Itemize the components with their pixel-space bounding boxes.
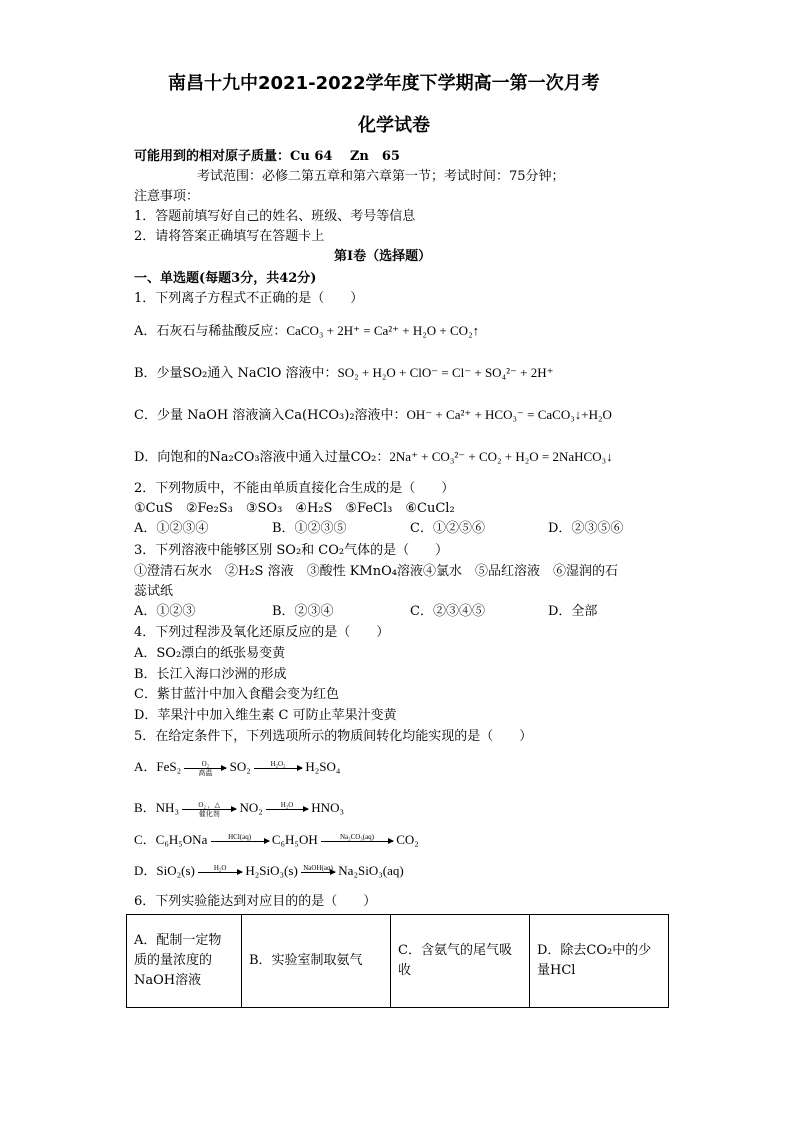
- q5-option-d-middle: H₂SiO₃(s): [245, 863, 298, 878]
- q1-option-d: [134, 448, 613, 467]
- q5-option-d-end: Na₂SiO₃(aq): [338, 863, 404, 878]
- q3-option-c: C．②③④⑤: [410, 604, 485, 619]
- q5-option-b-arrow-1-condition: O₂ ，△: [198, 800, 221, 809]
- q5-option-c-end: CO₂: [396, 832, 419, 847]
- q5-option-c-start: C．C₆H₅ONa: [134, 832, 208, 847]
- q3-items-continued: 蕊试纸: [134, 584, 174, 599]
- q2-option-d: D．②③⑤⑥: [548, 521, 624, 536]
- q5-option-b-arrow-2: [266, 801, 308, 818]
- q5-option-a-end: H₂SO₄: [305, 759, 341, 774]
- q1-option-a-equation: CaCO₃ + 2H⁺ = Ca²⁺ + H₂O + CO₂↑: [286, 323, 480, 338]
- q6-option-c: C．含氨气的尾气吸收: [391, 915, 530, 1008]
- q6-option-b: B．实验室制取氨气: [242, 915, 391, 1008]
- q5-option-b-arrow-1-subcondition: 催化剂: [198, 809, 220, 818]
- notice-item-2: 2．请将答案正确填写在答题卡上: [134, 229, 325, 244]
- q5-option-c-middle: C₆H₅OH: [271, 832, 318, 847]
- q1-option-c-label: C．少量 NaOH 溶液滴入Ca(HCO₃)₂溶液中：: [134, 408, 407, 423]
- q5-option-a-start: A．FeS₂: [134, 759, 182, 774]
- notice-title: 注意事项：: [134, 189, 200, 204]
- exam-subtitle: 化学试卷: [358, 115, 430, 136]
- q5-option-a: [134, 758, 340, 777]
- q5-option-c-arrow-2-condition: Na₂CO₃(aq): [339, 832, 375, 841]
- notice-item-1: 1．答题前填写好自己的姓名、班级、考号等信息: [134, 209, 416, 224]
- q4-stem: 4．下列过程涉及氧化还原反应的是（ ）: [134, 625, 390, 640]
- q2-option-b: B．①②③⑤: [272, 521, 347, 536]
- q5-option-b: [134, 799, 344, 818]
- q5-option-b-arrow-1: [182, 801, 236, 818]
- q3-option-d: D．全部: [548, 604, 598, 619]
- q3-items: ①澄清石灰水 ②H₂S 溶液 ③酸性 KMnO₄溶液④氯水 ⑤品红溶液 ⑥湿润的石: [134, 564, 618, 579]
- q4-option-a: A．SO₂漂白的纸张易变黄: [134, 646, 286, 661]
- q2-option-c: C．①②⑤⑥: [410, 521, 485, 536]
- q1-option-c: [134, 406, 612, 425]
- q1-option-a: [134, 322, 479, 341]
- q5-option-d: [134, 862, 404, 881]
- q6-option-d: D．除去CO₂中的少量HCl: [530, 915, 669, 1008]
- q4-option-b: B．长江入海口沙洲的形成: [134, 667, 287, 682]
- q5-option-c-arrow-2: [321, 833, 393, 850]
- q4-option-c: C．紫甘蓝汁中加入食醋会变为红色: [134, 687, 339, 702]
- q5-option-b-end: HNO₃: [311, 800, 344, 815]
- q5-option-d-start: D．SiO₂(s): [134, 863, 195, 878]
- q6-stem: 6．下列实验能达到对应目的的是（ ）: [134, 894, 377, 909]
- q5-option-a-arrow-1-condition: O₂: [201, 759, 210, 768]
- q5-option-b-start: B．NH₃: [134, 800, 179, 815]
- part1-title: 第I卷（选择题）: [334, 249, 432, 264]
- q5-option-d-arrow-1-condition: H₂O: [213, 863, 227, 872]
- q5-option-d-arrow-1: [198, 864, 242, 881]
- q5-option-a-arrow-2: [254, 760, 302, 777]
- exam-title: 南昌十九中2021-2022学年度下学期高一第一次月考: [168, 73, 600, 94]
- q1-option-b: [134, 364, 553, 383]
- q5-option-a-arrow-1: [184, 760, 226, 777]
- q3-stem: 3．下列溶液中能够区别 SO₂和 CO₂气体的是（ ）: [134, 543, 449, 558]
- q5-option-c: [134, 831, 419, 850]
- q6-options-table: [126, 914, 669, 1008]
- q3-option-a: A．①②③: [134, 604, 196, 619]
- exam-scope-line: 考试范围：必修二第五章和第六章第一节；考试时间：75分钟；: [197, 169, 565, 184]
- q1-option-a-label: A．石灰石与稀盐酸反应：: [134, 324, 287, 339]
- q5-stem: 5．在给定条件下，下列选项所示的物质间转化均能实现的是（ ）: [134, 729, 533, 744]
- q5-option-d-arrow-2: [301, 864, 335, 881]
- q5-option-b-arrow-2-condition: H₂O: [280, 800, 294, 809]
- q5-option-a-middle: SO₂: [229, 759, 251, 774]
- q5-option-a-arrow-1-subcondition: 高温: [198, 768, 213, 777]
- q5-option-c-arrow-1: [211, 833, 269, 850]
- q1-option-b-equation: SO₂ + H₂O + ClO⁻ = Cl⁻ + SO₄²⁻ + 2H⁺: [337, 365, 554, 380]
- q5-option-d-arrow-2-condition: NaOH(aq): [303, 863, 333, 872]
- q5-option-a-arrow-2-condition: H₂O₂: [270, 759, 286, 768]
- q5-option-c-arrow-1-condition: HCl(aq): [228, 832, 252, 841]
- atomic-mass-line: 可能用到的相对原子质量：Cu 64 Zn 65: [134, 149, 400, 164]
- q1-stem: 1．下列离子方程式不正确的是（ ）: [134, 291, 364, 306]
- q2-option-a: A．①②③④: [134, 521, 209, 536]
- q3-option-b: B．②③④: [272, 604, 334, 619]
- q1-option-b-label: B．少量SO₂通入 NaClO 溶液中：: [134, 366, 338, 381]
- q4-option-d: D．苹果汁中加入维生素 C 可防止苹果汁变黄: [134, 708, 397, 723]
- q6-options-row: [127, 915, 669, 1008]
- q2-items: ①CuS ②Fe₂S₃ ③SO₃ ④H₂S ⑤FeCl₃ ⑥CuCl₂: [134, 501, 455, 516]
- q1-option-c-equation: OH⁻ + Ca²⁺ + HCO₃⁻ = CaCO₃↓+H₂O: [406, 407, 612, 422]
- q5-option-b-middle: NO₂: [239, 800, 263, 815]
- section-heading: 一、单选题(每题3分，共42分): [134, 271, 317, 286]
- q6-option-a: A．配制一定物质的量浓度的NaOH溶液: [127, 915, 242, 1008]
- q2-stem: 2．下列物质中，不能由单质直接化合生成的是（ ）: [134, 481, 455, 496]
- q1-option-d-equation: 2Na⁺ + CO₃²⁻ + CO₂ + H₂O = 2NaHCO₃↓: [389, 449, 613, 464]
- q1-option-d-label: D．向饱和的Na₂CO₃溶液中通入过量CO₂：: [134, 450, 390, 465]
